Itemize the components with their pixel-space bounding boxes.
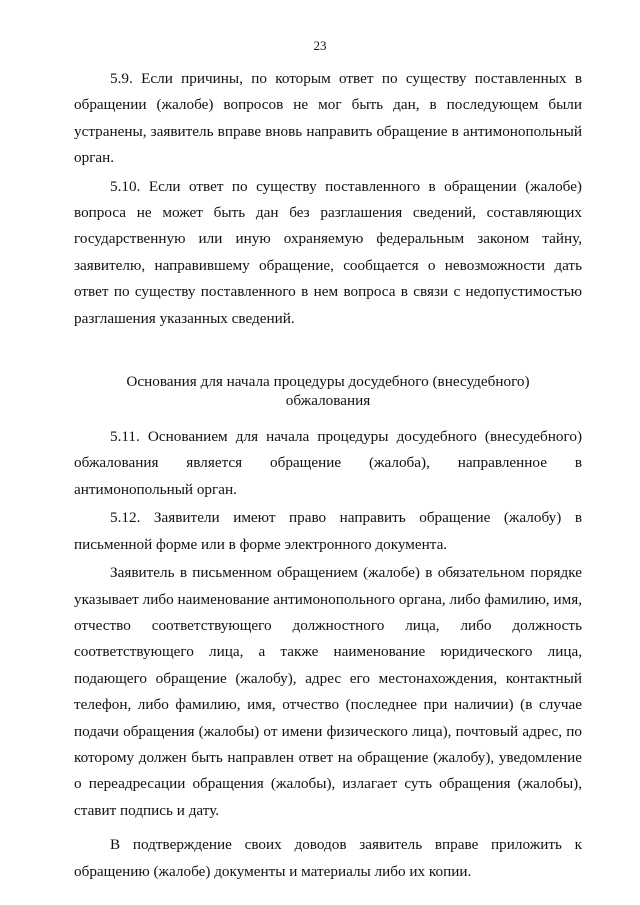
section-heading: Основания для начала процедуры досудебного (внесудебного) обжалования <box>126 373 530 410</box>
paragraph-5-9: 5.9. Если причины, по которым ответ по существу поставленных в обращении (жалобе) вопросов не мог быть дан, в последующем были устранены, заявитель вправе вновь направить обращение в антимонопольный орган. <box>74 70 582 167</box>
document-body <box>74 66 582 885</box>
paragraph-5-10: 5.10. Если ответ по существу поставленного в обращении (жалобе) вопроса не может быть дан без разглашения сведений, составляющих государственную или иную охраняемую федеральным законом тайну, заявителю, направившему обращение, сообщается о невозможности дать ответ по существу поставленного в нем вопроса в связи с недопустимостью разглашения указанных сведений. <box>74 177 582 327</box>
paragraph-5-12: 5.12. Заявители имеют право направить обращение (жалобу) в письменной форме или в форме электронного документа. <box>74 509 582 553</box>
paragraph-requirements: Заявитель в письменном обращением (жалобе) в обязательном порядке указывает либо наименование антимонопольного органа, либо фамилию, имя, отчество соответствующего должностного лица, либо должность соответствующего лица, а также наименование юридического лица, подающего обращение (жалобу), адрес его местонахождения, контактный телефон, либо фамилию, имя, отчество (последнее при наличии) (в случае подачи обращения (жалобы) от имени физического лица), почтовый адрес, по которому должен быть направлен ответ на обращение (жалобу), уведомление о переадресации обращения (жалобы), излагает суть обращения (жалобы), ставит подпись и дату. <box>74 564 582 819</box>
paragraph-supporting-documents: В подтверждение своих доводов заявитель вправе приложить к обращению (жалобе) документы и материалы либо их копии. <box>74 836 582 880</box>
page-number: 23 <box>313 38 327 53</box>
paragraph-5-11: 5.11. Основанием для начала процедуры досудебного (внесудебного) обжалования является обращение (жалоба), направленное в антимонопольный орган. <box>74 428 582 498</box>
